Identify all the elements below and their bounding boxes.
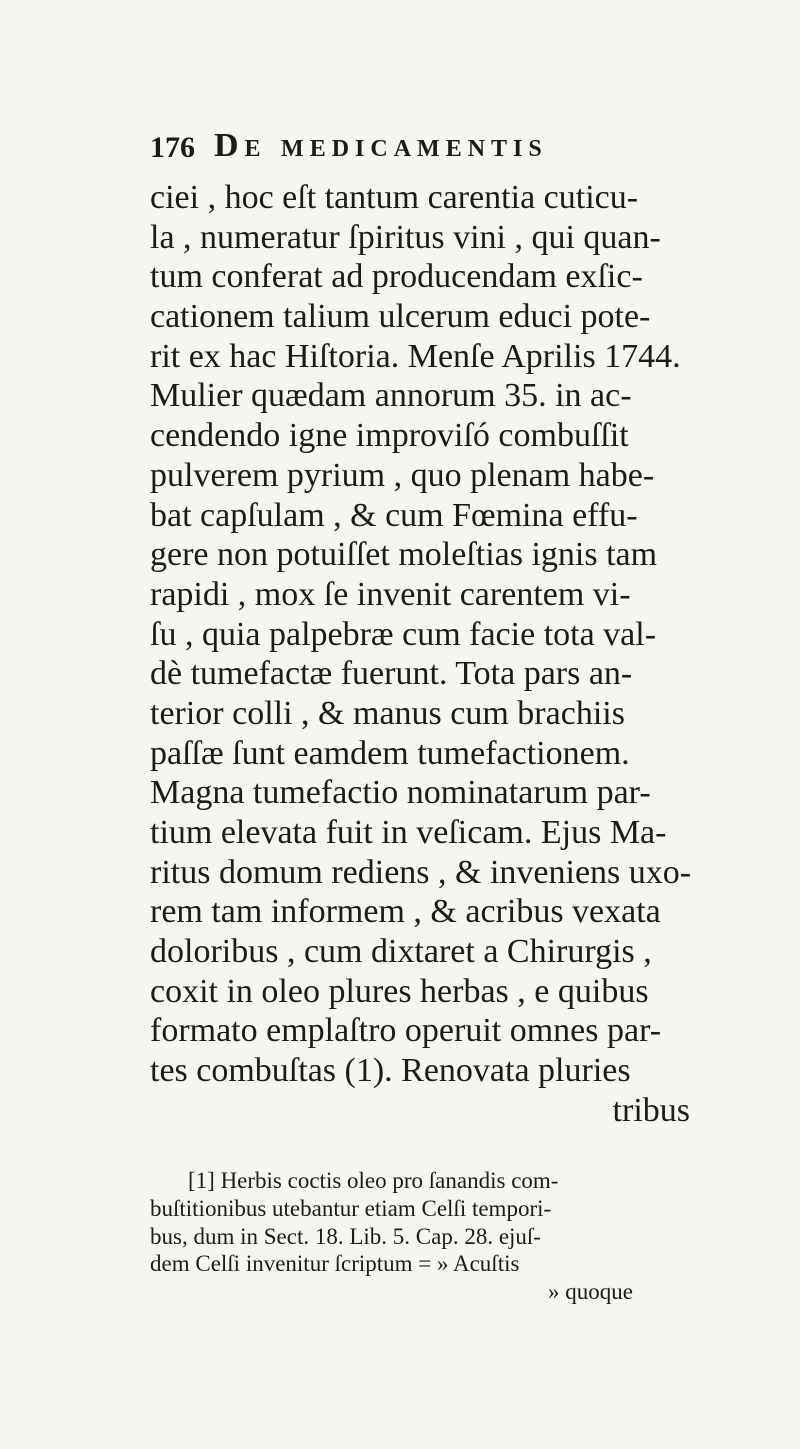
body-line: Magna tumefactio nominatarum par- — [150, 774, 651, 812]
footnote-line: dem Celſi invenitur ſcriptum = » Acuſtis — [150, 1251, 520, 1277]
body-line: ciei , hoc eſt tantum carentia cuticu- — [150, 179, 639, 216]
body-line: rapidi , mox ſe invenit carentem vi- — [150, 575, 631, 613]
running-head — [150, 127, 710, 173]
body-line: bat capſulam , & cum Fœmina effu- — [150, 496, 638, 534]
footnote-line: » quoque — [548, 1279, 633, 1305]
body-line: pulverem pyrium , quo plenam habe- — [150, 456, 655, 494]
body-line: Mulier quædam annorum 35. in ac- — [150, 377, 632, 415]
body-line: formato emplaſtro operuit omnes par- — [150, 1012, 662, 1050]
body-text — [150, 178, 710, 1131]
body-line: rem tam informem , & acribus vexata — [150, 893, 661, 931]
body-line: ſu , quia palpebræ cum facie tota val- — [150, 615, 657, 653]
body-line: coxit in oleo plures herbas , e quibus — [150, 972, 649, 1010]
catchword: tribus — [612, 1091, 690, 1129]
body-line: tum conferat ad producendam exſic- — [150, 258, 643, 296]
body-line: rit ex hac Hiſtoria. Menſe Aprilis 1744. — [150, 337, 681, 375]
body-line: doloribus , cum dixtaret a Chirurgis , — [150, 933, 652, 971]
body-line: la , numeratur ſpiritus vini , qui quan- — [150, 218, 661, 256]
body-line: terior colli , & manus cum brachiis — [150, 694, 625, 732]
running-head-title: De medicamentis — [214, 127, 548, 164]
body-line: gere non potuiſſet moleſtias ignis tam — [150, 536, 658, 574]
body-line: tium elevata fuit in veſicam. Ejus Ma- — [150, 814, 667, 851]
footnote-line: [1] Herbis coctis oleo pro ſanandis com- — [188, 1168, 559, 1193]
page-number: 176 — [150, 131, 195, 164]
footnote — [150, 1167, 710, 1306]
body-line: cendendo igne improviſó combuſſit — [150, 417, 629, 455]
body-line: cationem talium ulcerum educi pote- — [150, 298, 651, 336]
body-line: paſſæ ſunt eamdem tumefactionem. — [150, 734, 630, 772]
footnote-line: buſtitionibus utebantur etiam Celſi tempori- — [150, 1195, 552, 1221]
body-line: ritus domum rediens , & inveniens uxo- — [150, 853, 692, 891]
body-line: dè tumefactæ fuerunt. Tota pars an- — [150, 655, 633, 693]
footnote-line: bus, dum in Sect. 18. Lib. 5. Cap. 28. ejuſ- — [150, 1223, 541, 1249]
body-line: tes combuſtas (1). Renovata pluries — [150, 1052, 631, 1090]
